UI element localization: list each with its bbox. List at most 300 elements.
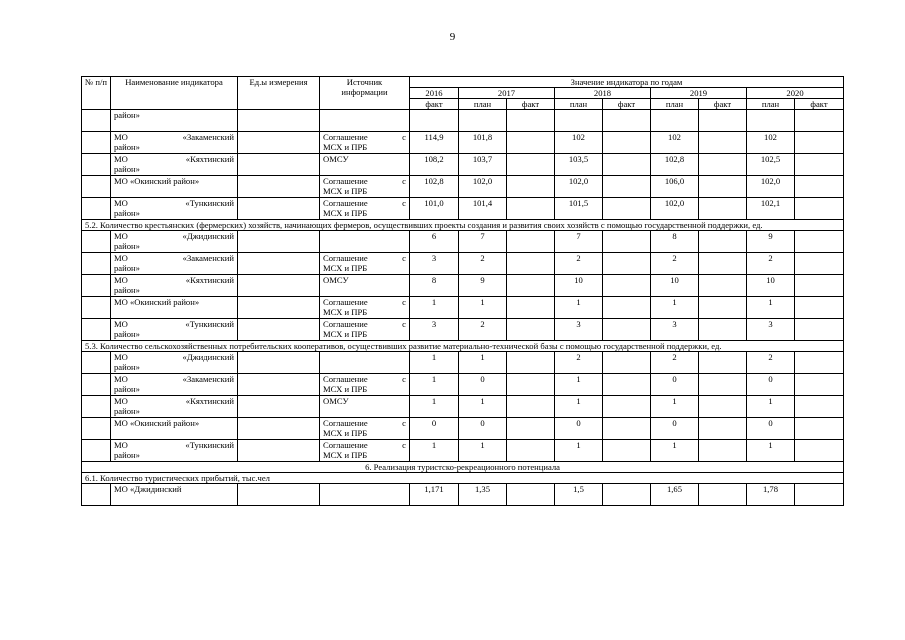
value-cell: 1,78	[747, 484, 795, 506]
value-cell: 3	[651, 319, 699, 341]
table-row	[82, 374, 844, 396]
value-cell	[507, 396, 555, 418]
value-cell: 7	[555, 231, 603, 253]
value-cell	[699, 297, 747, 319]
indicator-name-cell	[111, 319, 238, 341]
source-cell	[320, 297, 410, 319]
source-line: МСХ и ПРБ	[323, 428, 368, 438]
value-cell	[603, 154, 651, 176]
row-num-cell	[82, 176, 111, 198]
unit-cell	[238, 132, 320, 154]
value-cell: 1	[459, 440, 507, 462]
value-cell	[507, 275, 555, 297]
value-cell	[795, 198, 844, 220]
value-cell	[795, 231, 844, 253]
value-cell	[507, 132, 555, 154]
value-cell: 101,8	[459, 132, 507, 154]
header-num: № п/п	[82, 77, 111, 110]
value-cell	[603, 253, 651, 275]
value-cell	[795, 132, 844, 154]
row-num-cell	[82, 374, 111, 396]
unit-cell	[238, 352, 320, 374]
value-cell: 1	[555, 297, 603, 319]
source-cell	[320, 110, 410, 132]
value-cell: 6	[410, 231, 459, 253]
section-row	[82, 220, 844, 231]
value-cell	[795, 275, 844, 297]
unit-cell	[238, 396, 320, 418]
section-description: 5.2. Количество крестьянских (фермерских) хозяйств, начинающих фермеров, осуществивших проекты создания и развития своих хозяйств с помощью государственной поддержки, ед.	[82, 220, 844, 231]
indicator-name-line: МО «Кяхтинский	[114, 154, 234, 164]
value-cell	[507, 440, 555, 462]
unit-cell	[238, 176, 320, 198]
value-cell: 101,0	[410, 198, 459, 220]
value-cell: 9	[459, 275, 507, 297]
section-title: 6. Реализация туристско-рекреационного потенциала	[82, 462, 844, 473]
value-cell	[603, 297, 651, 319]
value-cell: 1	[410, 440, 459, 462]
value-cell: 2	[555, 352, 603, 374]
indicator-name-line: район»	[114, 241, 140, 251]
source-line: Соглашение с	[323, 253, 406, 263]
value-cell	[603, 132, 651, 154]
value-cell	[410, 110, 459, 132]
source-line: МСХ и ПРБ	[323, 263, 368, 273]
table-row	[82, 275, 844, 297]
value-cell: 1	[410, 396, 459, 418]
value-cell: 101,4	[459, 198, 507, 220]
indicator-name-cell	[111, 253, 238, 275]
source-line: Соглашение с	[323, 418, 406, 428]
indicator-name-line: МО «Окинский район»	[114, 297, 200, 307]
source-line: МСХ и ПРБ	[323, 208, 368, 218]
value-cell	[795, 440, 844, 462]
value-cell	[603, 176, 651, 198]
table-row	[82, 352, 844, 374]
source-cell	[320, 253, 410, 275]
value-cell: 2	[459, 253, 507, 275]
indicator-table	[81, 76, 844, 506]
source-cell	[320, 319, 410, 341]
header-plan: план	[555, 99, 603, 110]
value-cell	[603, 231, 651, 253]
indicator-name-line: район»	[114, 406, 140, 416]
value-cell: 1	[459, 352, 507, 374]
value-cell	[507, 110, 555, 132]
header-year: 2016	[410, 88, 459, 99]
indicator-name-line: район»	[114, 110, 140, 120]
value-cell	[507, 297, 555, 319]
value-cell	[603, 352, 651, 374]
value-cell: 1	[651, 440, 699, 462]
header-plan: план	[459, 99, 507, 110]
value-cell	[795, 484, 844, 506]
header-fact: факт	[699, 99, 747, 110]
header-name: Наименование индикатора	[111, 77, 238, 110]
value-cell	[699, 110, 747, 132]
value-cell	[699, 176, 747, 198]
header-fact: факт	[603, 99, 651, 110]
section-row	[82, 341, 844, 352]
value-cell: 1	[410, 374, 459, 396]
indicator-name-line: район»	[114, 362, 140, 372]
indicator-name-line: район»	[114, 164, 140, 174]
value-cell: 102,0	[747, 176, 795, 198]
value-cell	[699, 484, 747, 506]
value-cell: 0	[747, 418, 795, 440]
value-cell	[603, 374, 651, 396]
table-row	[82, 110, 844, 132]
indicator-name-line: район»	[114, 142, 140, 152]
value-cell: 1	[555, 440, 603, 462]
value-cell: 0	[651, 418, 699, 440]
value-cell: 2	[747, 253, 795, 275]
value-cell: 114,9	[410, 132, 459, 154]
section-description: 5.3. Количество сельскохозяйственных потребительских кооперативов, осуществивших развитие материально-технической базы с помощью государственной поддержки, ед.	[82, 341, 844, 352]
indicator-name-line: район»	[114, 329, 140, 339]
value-cell: 102	[651, 132, 699, 154]
header-unit: Ед.ы измерения	[238, 77, 320, 110]
indicator-name-line: МО «Кяхтинский	[114, 396, 234, 406]
value-cell: 102,5	[747, 154, 795, 176]
indicator-name-cell	[111, 132, 238, 154]
value-cell: 3	[410, 253, 459, 275]
source-line: МСХ и ПРБ	[323, 186, 368, 196]
value-cell: 1,35	[459, 484, 507, 506]
value-cell	[795, 396, 844, 418]
source-line: Соглашение с	[323, 440, 406, 450]
value-cell: 0	[410, 418, 459, 440]
unit-cell	[238, 418, 320, 440]
value-cell	[699, 352, 747, 374]
source-cell	[320, 231, 410, 253]
indicator-name-line: МО «Джидинский	[114, 352, 234, 362]
source-cell	[320, 198, 410, 220]
indicator-name-line: район»	[114, 285, 140, 295]
value-cell: 7	[459, 231, 507, 253]
table-row	[82, 176, 844, 198]
header-fact: факт	[795, 99, 844, 110]
value-cell	[795, 253, 844, 275]
unit-cell	[238, 110, 320, 132]
row-num-cell	[82, 110, 111, 132]
value-cell: 102,8	[410, 176, 459, 198]
row-num-cell	[82, 275, 111, 297]
value-cell: 102,8	[651, 154, 699, 176]
row-num-cell	[82, 154, 111, 176]
unit-cell	[238, 253, 320, 275]
indicator-name-cell	[111, 154, 238, 176]
source-line: Соглашение с	[323, 319, 406, 329]
value-cell	[507, 418, 555, 440]
value-cell: 1	[747, 396, 795, 418]
value-cell	[795, 110, 844, 132]
source-line: Соглашение с	[323, 176, 406, 186]
source-line: МСХ и ПРБ	[323, 307, 368, 317]
value-cell: 1	[651, 396, 699, 418]
value-cell	[603, 198, 651, 220]
value-cell: 10	[651, 275, 699, 297]
value-cell: 0	[459, 418, 507, 440]
value-cell: 0	[555, 418, 603, 440]
source-line: Соглашение с	[323, 132, 406, 142]
value-cell: 102,0	[555, 176, 603, 198]
value-cell: 2	[651, 352, 699, 374]
table-row	[82, 297, 844, 319]
source-cell	[320, 132, 410, 154]
table-row	[82, 253, 844, 275]
value-cell	[507, 484, 555, 506]
row-num-cell	[82, 319, 111, 341]
header-values-title: Значение индикатора по годам	[410, 77, 844, 88]
indicator-name-cell	[111, 440, 238, 462]
value-cell: 2	[651, 253, 699, 275]
source-line: МСХ и ПРБ	[323, 450, 368, 460]
value-cell	[795, 352, 844, 374]
value-cell: 102	[555, 132, 603, 154]
value-cell: 3	[410, 319, 459, 341]
unit-cell	[238, 374, 320, 396]
indicator-name-cell	[111, 418, 238, 440]
header-plan: план	[651, 99, 699, 110]
row-num-cell	[82, 231, 111, 253]
unit-cell	[238, 275, 320, 297]
row-num-cell	[82, 440, 111, 462]
row-num-cell	[82, 396, 111, 418]
source-cell	[320, 176, 410, 198]
value-cell	[795, 154, 844, 176]
table-row	[82, 484, 844, 506]
value-cell: 2	[459, 319, 507, 341]
value-cell	[795, 374, 844, 396]
indicator-name-line: район»	[114, 263, 140, 273]
header-row-1	[82, 77, 844, 88]
value-cell: 108,2	[410, 154, 459, 176]
header-fact: факт	[507, 99, 555, 110]
value-cell	[603, 440, 651, 462]
value-cell	[699, 319, 747, 341]
indicator-name-line: МО «Тункинский	[114, 440, 234, 450]
header-year: 2017	[459, 88, 555, 99]
source-line: МСХ и ПРБ	[323, 384, 368, 394]
value-cell: 0	[459, 374, 507, 396]
value-cell	[459, 110, 507, 132]
value-cell: 10	[747, 275, 795, 297]
source-line: ОМСУ	[323, 396, 349, 406]
header-plan: план	[747, 99, 795, 110]
indicator-name-line: МО «Джидинский	[114, 484, 182, 494]
value-cell: 103,5	[555, 154, 603, 176]
value-cell: 1,5	[555, 484, 603, 506]
table-row	[82, 319, 844, 341]
value-cell	[603, 319, 651, 341]
value-cell	[747, 110, 795, 132]
unit-cell	[238, 297, 320, 319]
source-line: ОМСУ	[323, 275, 349, 285]
value-cell	[699, 418, 747, 440]
table-row	[82, 396, 844, 418]
header-year: 2020	[747, 88, 844, 99]
value-cell: 102	[747, 132, 795, 154]
value-cell	[507, 231, 555, 253]
value-cell: 102,1	[747, 198, 795, 220]
source-line: Соглашение с	[323, 297, 406, 307]
value-cell: 1	[410, 352, 459, 374]
value-cell: 1	[555, 374, 603, 396]
table-row	[82, 231, 844, 253]
indicator-name-line: МО «Тункинский	[114, 319, 234, 329]
table-row	[82, 198, 844, 220]
indicator-name-line: МО «Закаменский	[114, 253, 234, 263]
value-cell: 1	[555, 396, 603, 418]
value-cell: 0	[747, 374, 795, 396]
value-cell	[699, 253, 747, 275]
unit-cell	[238, 198, 320, 220]
source-cell	[320, 352, 410, 374]
value-cell	[507, 253, 555, 275]
value-cell	[795, 297, 844, 319]
indicator-name-line: МО «Окинский район»	[114, 176, 200, 186]
unit-cell	[238, 154, 320, 176]
row-num-cell	[82, 198, 111, 220]
source-cell	[320, 154, 410, 176]
value-cell	[795, 176, 844, 198]
value-cell	[699, 154, 747, 176]
value-cell: 106,0	[651, 176, 699, 198]
indicator-name-cell	[111, 374, 238, 396]
source-line: Соглашение с	[323, 198, 406, 208]
value-cell: 0	[651, 374, 699, 396]
indicator-name-cell	[111, 231, 238, 253]
value-cell: 1,65	[651, 484, 699, 506]
indicator-name-cell	[111, 352, 238, 374]
indicator-name-line: район»	[114, 450, 140, 460]
value-cell	[603, 418, 651, 440]
value-cell	[507, 176, 555, 198]
row-num-cell	[82, 352, 111, 374]
header-year: 2018	[555, 88, 651, 99]
source-cell	[320, 440, 410, 462]
table-row	[82, 132, 844, 154]
value-cell: 1,171	[410, 484, 459, 506]
unit-cell	[238, 440, 320, 462]
value-cell: 2	[555, 253, 603, 275]
source-line: Соглашение с	[323, 374, 406, 384]
value-cell	[699, 198, 747, 220]
value-cell: 101,5	[555, 198, 603, 220]
value-cell: 8	[410, 275, 459, 297]
indicator-name-line: МО «Джидинский	[114, 231, 234, 241]
header-year: 2019	[651, 88, 747, 99]
indicator-name-cell	[111, 176, 238, 198]
indicator-name-line: МО «Закаменский	[114, 132, 234, 142]
source-line: МСХ и ПРБ	[323, 329, 368, 339]
indicator-name-cell	[111, 275, 238, 297]
indicator-name-cell	[111, 297, 238, 319]
source-cell	[320, 275, 410, 297]
section-row	[82, 473, 844, 484]
source-line: ОМСУ	[323, 154, 349, 164]
value-cell	[507, 352, 555, 374]
table-row	[82, 440, 844, 462]
value-cell: 3	[747, 319, 795, 341]
value-cell	[699, 374, 747, 396]
indicator-name-line: МО «Окинский район»	[114, 418, 200, 428]
value-cell	[507, 154, 555, 176]
value-cell: 1	[459, 396, 507, 418]
source-cell	[320, 418, 410, 440]
indicator-name-line: МО «Кяхтинский	[114, 275, 234, 285]
value-cell: 102,0	[651, 198, 699, 220]
value-cell	[795, 418, 844, 440]
indicator-name-cell	[111, 396, 238, 418]
value-cell: 1	[651, 297, 699, 319]
value-cell	[603, 484, 651, 506]
value-cell	[603, 396, 651, 418]
page-number: 9	[449, 31, 456, 43]
value-cell: 1	[459, 297, 507, 319]
unit-cell	[238, 319, 320, 341]
indicator-name-cell	[111, 198, 238, 220]
value-cell: 1	[410, 297, 459, 319]
indicator-name-cell	[111, 110, 238, 132]
value-cell: 2	[747, 352, 795, 374]
table-row	[82, 418, 844, 440]
header-fact: факт	[410, 99, 459, 110]
value-cell	[507, 319, 555, 341]
value-cell: 102,0	[459, 176, 507, 198]
value-cell: 103,7	[459, 154, 507, 176]
indicator-name-line: МО «Закаменский	[114, 374, 234, 384]
value-cell: 1	[747, 440, 795, 462]
value-cell: 3	[555, 319, 603, 341]
indicator-name-line: район»	[114, 384, 140, 394]
unit-cell	[238, 484, 320, 506]
header-source: Источник информации	[320, 77, 410, 110]
value-cell	[699, 396, 747, 418]
row-num-cell	[82, 132, 111, 154]
source-cell	[320, 396, 410, 418]
value-cell	[507, 374, 555, 396]
value-cell	[699, 132, 747, 154]
value-cell	[555, 110, 603, 132]
row-num-cell	[82, 418, 111, 440]
value-cell: 8	[651, 231, 699, 253]
value-cell	[699, 231, 747, 253]
value-cell	[795, 319, 844, 341]
value-cell	[699, 440, 747, 462]
value-cell	[507, 198, 555, 220]
indicator-name-cell	[111, 484, 238, 506]
value-cell	[699, 275, 747, 297]
table-row	[82, 154, 844, 176]
source-line: МСХ и ПРБ	[323, 142, 368, 152]
section-title-row	[82, 462, 844, 473]
value-cell	[603, 275, 651, 297]
value-cell: 10	[555, 275, 603, 297]
source-cell	[320, 374, 410, 396]
row-num-cell	[82, 253, 111, 275]
row-num-cell	[82, 297, 111, 319]
indicator-name-line: район»	[114, 208, 140, 218]
value-cell	[651, 110, 699, 132]
row-num-cell	[82, 484, 111, 506]
unit-cell	[238, 231, 320, 253]
value-cell	[603, 110, 651, 132]
value-cell: 9	[747, 231, 795, 253]
section-description: 6.1. Количество туристических прибытий, тыс.чел	[82, 473, 844, 484]
indicator-name-line: МО «Тункинский	[114, 198, 234, 208]
